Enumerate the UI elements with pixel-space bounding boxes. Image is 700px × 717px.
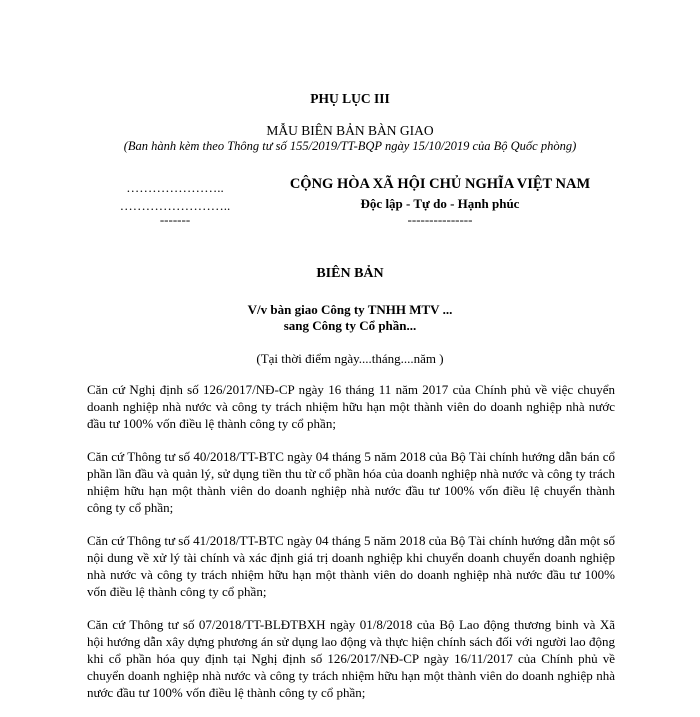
form-title: MẪU BIÊN BẢN BÀN GIAO [266, 123, 434, 138]
form-subtitle: (Ban hành kèm theo Thông tư số 155/2019/TT-BQP ngày 15/10/2019 của Bộ Quốc phòng) [123, 139, 577, 153]
time-line: (Tại thời điểm ngày....tháng....năm ) [256, 351, 444, 366]
legal-basis-paragraph: Căn cứ Thông tư số 40/2018/TT-BTC ngày 04 tháng 5 năm 2018 của Bộ Tài chính hướng dẫn bán cổ phần lần đầu và quản lý, sử dụng tiền thu từ cổ phần hóa của doanh nghiệp nhà nước và công ty trách nhiệm hữu hạn một thành viên do doanh nghiệp nhà nước đầu tư 100% vốn điều lệ chuyển thành công ty cổ phần; [87, 449, 615, 515]
legal-basis-section [87, 381, 615, 717]
org-divider: ------- [159, 212, 191, 227]
legal-basis-paragraph: Căn cứ Nghị định số 126/2017/NĐ-CP ngày 16 tháng 11 năm 2017 của Chính phủ về việc chuyển doanh nghiệp nhà nước và công ty trách nhiệm hữu hạn một thành viên do doanh nghiệp nhà nước đầu tư 100% vốn điều lệ thành công ty cổ phần; [87, 382, 615, 431]
legal-basis-paragraph: Căn cứ Thông tư số 41/2018/TT-BTC ngày 04 tháng 5 năm 2018 của Bộ Tài chính hướng dẫn một số nội dung về xử lý tài chính và xác định giá trị doanh nghiệp khi chuyển doanh chuyển doanh nghiệp nhà nước và công ty trách nhiệm hữu hạn một thành viên do doanh nghiệp nhà nước đầu tư 100% vốn điều lệ thành công ty cổ phần; [87, 533, 615, 599]
org-placeholder-line-1: ………………….. [126, 180, 224, 195]
subject-line-1: V/v bàn giao Công ty TNHH MTV ... [247, 302, 453, 317]
national-title: CỘNG HÒA XÃ HỘI CHỦ NGHĨA VIỆT NAM [289, 176, 591, 192]
subject-line-2: sang Công ty Cổ phần... [283, 318, 417, 333]
org-placeholder-line-2: …………………….. [119, 198, 231, 213]
legal-basis-paragraph: Căn cứ Thông tư số 07/2018/TT-BLĐTBXH ngày 01/8/2018 của Bộ Lao động thương binh và Xã hội hướng dẫn xây dựng phương án sử dụng lao động và thực hiện chính sách đối với người lao động khi cổ phần hóa quy định tại Nghị định số 126/2017/NĐ-CP ngày 16/11/2017 của Chính phủ về chuyển doanh nghiệp nhà nước và công ty trách nhiệm hữu hạn một thành viên do doanh nghiệp nhà nước đầu tư 100% vốn điều lệ thành công ty cổ phần; [87, 617, 615, 700]
national-motto: Độc lập - Tự do - Hạnh phúc [360, 196, 520, 211]
document-title: BIÊN BẢN [316, 266, 384, 281]
national-divider: --------------- [407, 212, 473, 227]
appendix-heading: PHỤ LỤC III [310, 91, 390, 106]
